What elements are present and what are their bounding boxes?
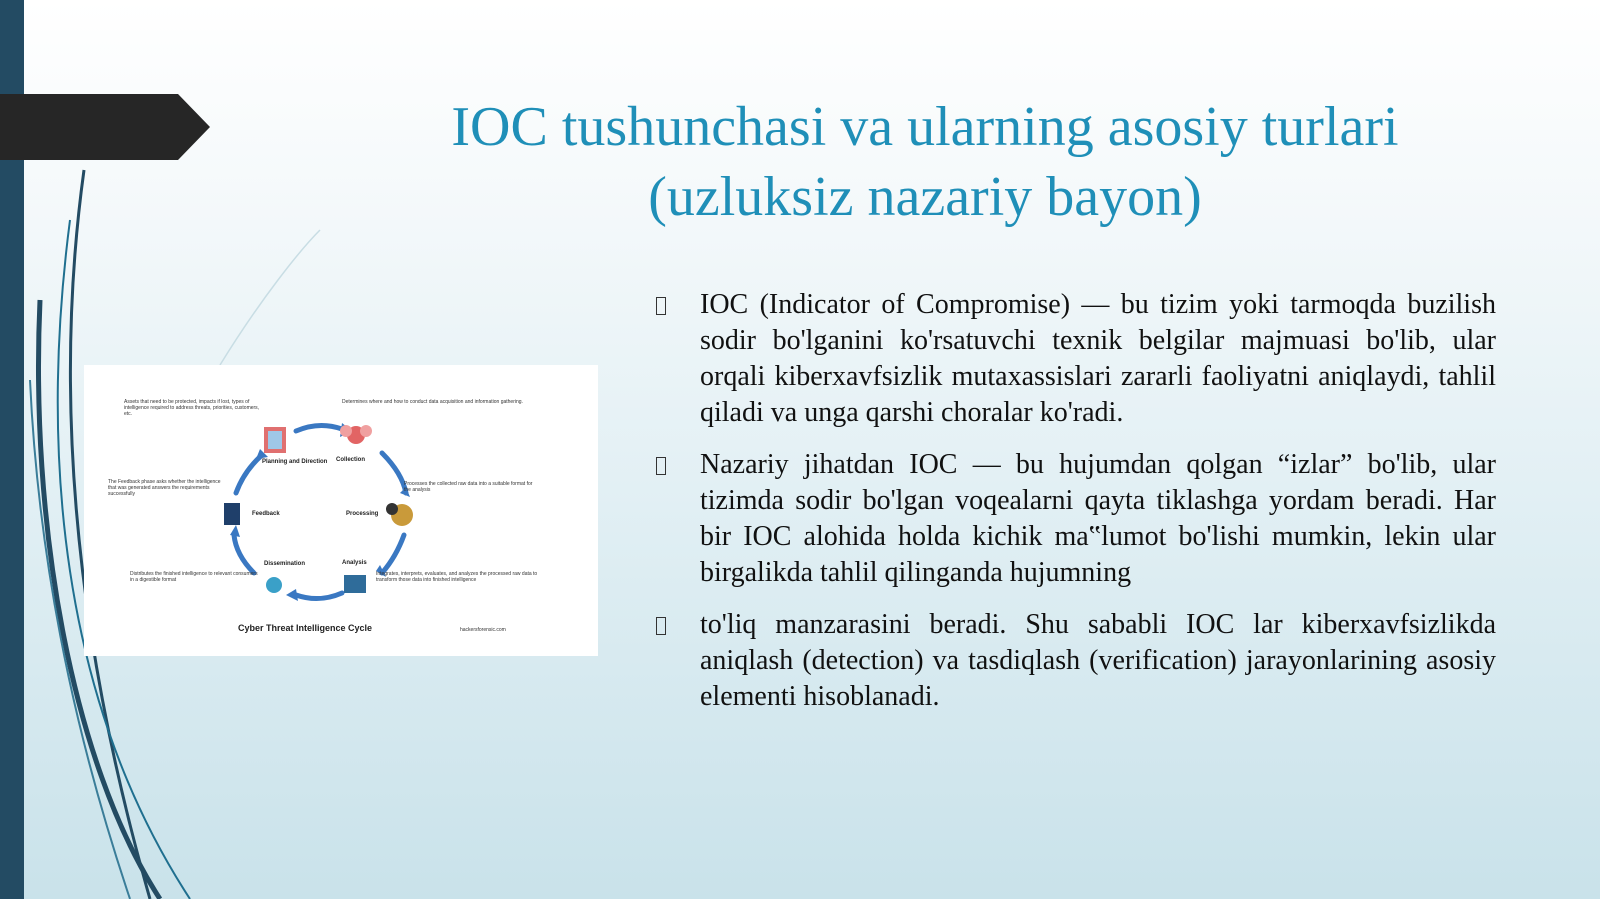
stage-feedback: Feedback (252, 511, 280, 517)
note-planning: Assets that need to be protected, impacts if lost, types of intelligence required to address threats, priorities, customers, etc. (124, 399, 260, 417)
title-arrow-tab (0, 94, 210, 160)
bullet-marker-icon (656, 457, 666, 475)
dissemination-icon (266, 577, 282, 593)
note-analysis: Integrates, interprets, evaluates, and analyzes the processed raw data to transform those data into finished intelligence (376, 571, 538, 583)
stage-dissemination: Dissemination (264, 561, 306, 567)
bullet-text: to'liq manzarasini beradi. Shu sababli IOC lar kiberxavfsizlikda aniqlash (detection) va tasdiqlash (verification) jarayonlarining asosiy elementi hisoblanadi. (700, 609, 1496, 712)
slide-title: IOC tushunchasi va ularning asosiy turlari (uzluksiz nazariy bayon) (451, 96, 1399, 228)
analysis-icon (344, 575, 366, 593)
bullet-marker-icon (656, 297, 666, 315)
bullet-marker-icon (656, 617, 666, 635)
stage-planning: Planning and Direction (262, 459, 328, 465)
figure-source: hackersforensic.com (460, 627, 506, 633)
bullet-text: IOC (Indicator of Compromise) — bu tizim yoki tarmoqda buzilish sodir bo'lganini ko'rsatuvchi texnik belgilar majmuasi bo'lib, ular orqali kiberxavfsizlik mutaxassislari zararli faoliyatni aniqlaydi, tahlil qiladi va unga qarshi choralar ko'radi. (700, 289, 1496, 428)
stage-collection: Collection (336, 457, 366, 463)
figure-caption: Cyber Threat Intelligence Cycle (238, 623, 373, 633)
note-feedback: The Feedback phase asks whether the intelligence that was generated answers the requirements successfully (108, 479, 221, 497)
note-dissemination: Distributes the finished intelligence to relevant consumers in a digestible format (130, 571, 258, 583)
bullet-item (656, 447, 1496, 591)
stage-analysis: Analysis (342, 560, 367, 566)
bullet-list (656, 287, 1496, 731)
note-processing: Processes the collected raw data into a suitable format for the analysis (404, 481, 533, 493)
bullet-item (656, 287, 1496, 431)
threat-intelligence-cycle-figure (84, 365, 598, 656)
note-collection: Determines where and how to conduct data acquisition and information gathering. (342, 399, 523, 405)
bullet-item (656, 607, 1496, 715)
stage-processing: Processing (346, 511, 379, 517)
bullet-text: Nazariy jihatdan IOC — bu hujumdan qolgan “izlar” bo'lib, ular tizimda sodir bo'lgan voqealarni qayta tiklashga yordam beradi. Har bir IOC alohida holda kichik ma‟lumot bo'lishi mumkin, lekin ular birgalikda tahlil qilinganda hujumning (700, 449, 1496, 588)
